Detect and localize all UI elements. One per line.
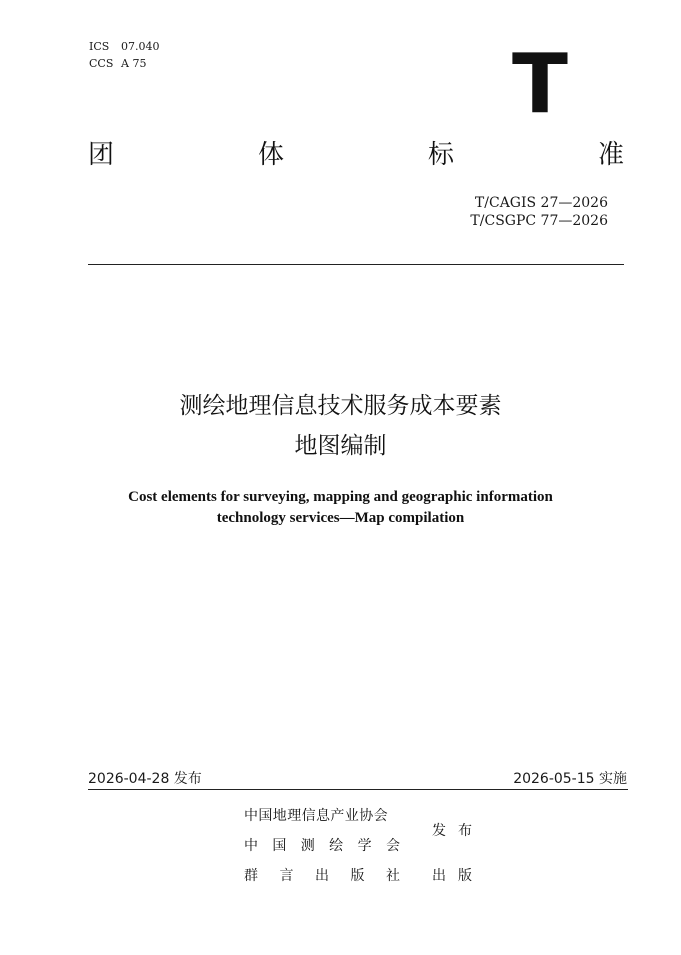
publisher-org1-name: 中国地理信息产业协会 — [244, 808, 388, 824]
title-en-line2: technology services—Map compilation — [216, 510, 465, 526]
footer-divider — [88, 789, 628, 790]
press-label — [432, 866, 472, 886]
publisher-org1 — [244, 806, 400, 826]
title-en-line1: Cost elements for surveying, mapping and geographic information — [128, 489, 553, 505]
standard-number-cagis: T/CAGIS 27—2026 — [474, 195, 608, 211]
header-divider — [88, 264, 624, 265]
publisher-org2-char: 国 — [272, 838, 287, 854]
category-letter: T — [512, 37, 568, 132]
standard-type-char: 标 — [427, 140, 454, 170]
publish-label-char: 发 — [432, 823, 446, 839]
publisher-org3-char: 言 — [279, 868, 294, 884]
publisher-org2-char: 中 — [244, 838, 258, 854]
ics-row — [89, 38, 160, 55]
standard-numbers — [470, 194, 608, 230]
issue-date: 2026-04-28 发布 — [88, 771, 202, 787]
title-cn-line2: 地图编制 — [294, 433, 387, 459]
publisher-org2-char: 会 — [385, 838, 400, 854]
publish-label-char: 布 — [458, 823, 472, 839]
ccs-value: A 75 — [121, 57, 147, 70]
ccs-row — [89, 55, 160, 72]
standard-type-char: 准 — [597, 140, 624, 170]
publisher-org2-char: 绘 — [329, 838, 344, 854]
standard-number-csgpc: T/CSGPC 77—2026 — [470, 213, 608, 229]
publisher-org2 — [244, 836, 400, 856]
publisher-org3 — [244, 866, 400, 886]
ics-label: ICS — [89, 40, 110, 53]
implement-date: 2026-05-15 实施 — [513, 771, 627, 787]
ccs-label: CCS — [89, 57, 114, 70]
press-label-char: 出 — [432, 868, 446, 884]
classification-codes — [89, 38, 160, 72]
press-label-char: 版 — [458, 868, 472, 884]
publisher-org2-char: 测 — [300, 838, 315, 854]
publisher-org3-char: 社 — [386, 868, 400, 884]
title-cn-line1: 测绘地理信息技术服务成本要素 — [179, 393, 502, 419]
standard-type-char: 团 — [88, 140, 115, 170]
standard-type-heading — [88, 140, 624, 170]
ics-value: 07.040 — [121, 40, 160, 53]
standard-type-char: 体 — [257, 140, 284, 170]
publisher-org2-char: 学 — [357, 838, 372, 854]
publisher-org3-char: 版 — [350, 868, 365, 884]
publisher-org3-char: 出 — [315, 868, 329, 884]
publisher-org3-char: 群 — [244, 868, 258, 884]
publish-label — [432, 821, 472, 841]
